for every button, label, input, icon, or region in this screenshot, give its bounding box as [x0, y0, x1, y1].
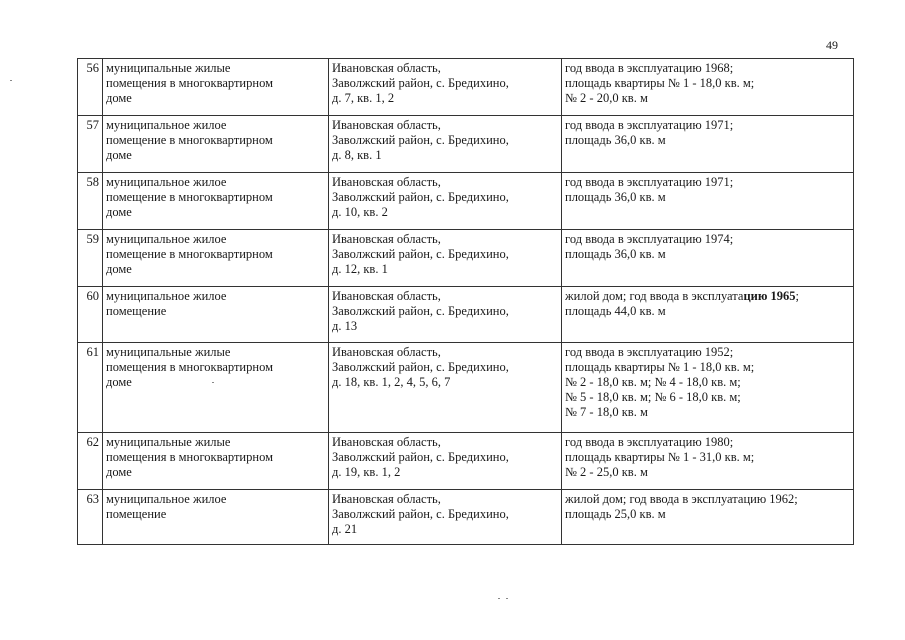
- scan-speck: [498, 598, 500, 599]
- address-line: д. 21: [332, 522, 358, 536]
- property-name-cell: [103, 116, 329, 173]
- details-text: жилой дом; год ввода в эксплуата: [565, 289, 744, 303]
- property-name-line: помещение в многоквартирном: [106, 247, 273, 261]
- address-line: Ивановская область,: [332, 232, 441, 246]
- address-line: Заволжский район, с. Бредихино,: [332, 133, 509, 147]
- table-row: [78, 116, 854, 173]
- address-cell: [329, 173, 562, 230]
- address-line: д. 13: [332, 319, 358, 333]
- address-line: Ивановская область,: [332, 61, 441, 75]
- details-cell: [562, 343, 854, 433]
- details-cell: [562, 490, 854, 545]
- details-line: площадь 36,0 кв. м: [565, 133, 666, 147]
- property-name-line: доме: [106, 148, 132, 162]
- details-cell: [562, 59, 854, 116]
- details-line: площадь 36,0 кв. м: [565, 190, 666, 204]
- address-line: д. 18, кв. 1, 2, 4, 5, 6, 7: [332, 375, 451, 389]
- details-cell: [562, 173, 854, 230]
- property-name-cell: [103, 59, 329, 116]
- row-number: 57: [78, 116, 103, 173]
- details-text: ;: [795, 289, 800, 303]
- address-line: Ивановская область,: [332, 289, 441, 303]
- row-number: 58: [78, 173, 103, 230]
- property-name-line: муниципальные жилые: [106, 61, 231, 75]
- property-registry-table: [77, 58, 854, 545]
- details-line: площадь квартиры № 1 - 31,0 кв. м;: [565, 450, 755, 464]
- address-line: Ивановская область,: [332, 118, 441, 132]
- details-line: № 2 - 18,0 кв. м; № 4 - 18,0 кв. м;: [565, 375, 741, 389]
- property-name-line: муниципальные жилые: [106, 345, 231, 359]
- property-name-line: муниципальное жилое: [106, 232, 227, 246]
- details-line: № 5 - 18,0 кв. м; № 6 - 18,0 кв. м;: [565, 390, 741, 404]
- details-line: жилой дом; год ввода в эксплуатацию 1962;: [565, 492, 798, 506]
- address-line: Заволжский район, с. Бредихино,: [332, 507, 509, 521]
- property-name-line: помещение: [106, 304, 167, 318]
- property-name-line: доме: [106, 465, 132, 479]
- details-line: № 7 - 18,0 кв. м: [565, 405, 648, 419]
- details-line: площадь квартиры № 1 - 18,0 кв. м;: [565, 76, 755, 90]
- property-name-line: помещения в многоквартирном: [106, 450, 273, 464]
- address-line: Заволжский район, с. Бредихино,: [332, 247, 509, 261]
- details-cell: [562, 116, 854, 173]
- address-cell: [329, 343, 562, 433]
- address-line: Ивановская область,: [332, 492, 441, 506]
- table-row: [78, 59, 854, 116]
- details-line: площадь квартиры № 1 - 18,0 кв. м;: [565, 360, 755, 374]
- property-name-cell: [103, 173, 329, 230]
- details-line: площадь 36,0 кв. м: [565, 247, 666, 261]
- address-cell: [329, 59, 562, 116]
- property-name-line: помещение в многоквартирном: [106, 133, 273, 147]
- address-line: Ивановская область,: [332, 175, 441, 189]
- row-number: 59: [78, 230, 103, 287]
- table-row: [78, 433, 854, 490]
- details-line: год ввода в эксплуатацию 1968;: [565, 61, 734, 75]
- table-row: [78, 230, 854, 287]
- details-line: № 2 - 20,0 кв. м: [565, 91, 648, 105]
- page-number: 49: [826, 38, 838, 52]
- row-number: 62: [78, 433, 103, 490]
- address-line: Заволжский район, с. Бредихино,: [332, 190, 509, 204]
- address-cell: [329, 230, 562, 287]
- details-cell: [562, 433, 854, 490]
- table-row: [78, 343, 854, 433]
- details-cell: [562, 230, 854, 287]
- table-row: [78, 173, 854, 230]
- details-line: [565, 289, 850, 304]
- property-name-line: муниципальное жилое: [106, 118, 227, 132]
- address-line: Заволжский район, с. Бредихино,: [332, 450, 509, 464]
- property-name-line: доме: [106, 205, 132, 219]
- details-line: № 2 - 25,0 кв. м: [565, 465, 648, 479]
- details-line: год ввода в эксплуатацию 1974;: [565, 232, 734, 246]
- property-name-line: доме: [106, 375, 132, 389]
- details-line: год ввода в эксплуатацию 1971;: [565, 175, 734, 189]
- scan-speck: [10, 80, 12, 81]
- details-line: год ввода в эксплуатацию 1980;: [565, 435, 734, 449]
- address-line: д. 10, кв. 2: [332, 205, 388, 219]
- details-line: площадь 44,0 кв. м: [565, 304, 666, 318]
- address-line: Заволжский район, с. Бредихино,: [332, 76, 509, 90]
- table-row: [78, 490, 854, 545]
- details-line: площадь 25,0 кв. м: [565, 507, 666, 521]
- details-cell: [562, 287, 854, 343]
- property-name-cell: [103, 433, 329, 490]
- property-name-cell: [103, 287, 329, 343]
- address-line: Ивановская область,: [332, 435, 441, 449]
- address-cell: [329, 287, 562, 343]
- address-line: Заволжский район, с. Бредихино,: [332, 304, 509, 318]
- property-name-line: муниципальное жилое: [106, 175, 227, 189]
- row-number: 56: [78, 59, 103, 116]
- address-line: д. 8, кв. 1: [332, 148, 382, 162]
- address-line: Заволжский район, с. Бредихино,: [332, 360, 509, 374]
- property-name-line: доме: [106, 91, 132, 105]
- property-name-line: муниципальное жилое: [106, 492, 227, 506]
- property-name-line: помещение в многоквартирном: [106, 190, 273, 204]
- address-line: Ивановская область,: [332, 345, 441, 359]
- property-name-cell: [103, 343, 329, 433]
- address-cell: [329, 433, 562, 490]
- details-line: год ввода в эксплуатацию 1971;: [565, 118, 734, 132]
- address-cell: [329, 490, 562, 545]
- property-name-cell: [103, 490, 329, 545]
- address-cell: [329, 116, 562, 173]
- property-name-line: помещение: [106, 507, 167, 521]
- property-name-line: помещения в многоквартирном: [106, 76, 273, 90]
- address-line: д. 12, кв. 1: [332, 262, 388, 276]
- address-line: д. 7, кв. 1, 2: [332, 91, 395, 105]
- row-number: 60: [78, 287, 103, 343]
- row-number: 61: [78, 343, 103, 433]
- scan-speck: [506, 598, 508, 599]
- details-line: год ввода в эксплуатацию 1952;: [565, 345, 734, 359]
- scan-speck: [212, 382, 214, 383]
- property-name-line: муниципальные жилые: [106, 435, 231, 449]
- row-number: 63: [78, 490, 103, 545]
- property-name-cell: [103, 230, 329, 287]
- property-name-line: помещения в многоквартирном: [106, 360, 273, 374]
- property-name-line: доме: [106, 262, 132, 276]
- property-name-line: муниципальное жилое: [106, 289, 227, 303]
- address-line: д. 19, кв. 1, 2: [332, 465, 401, 479]
- table-row: [78, 287, 854, 343]
- details-bold-text: цию 1965: [743, 289, 796, 303]
